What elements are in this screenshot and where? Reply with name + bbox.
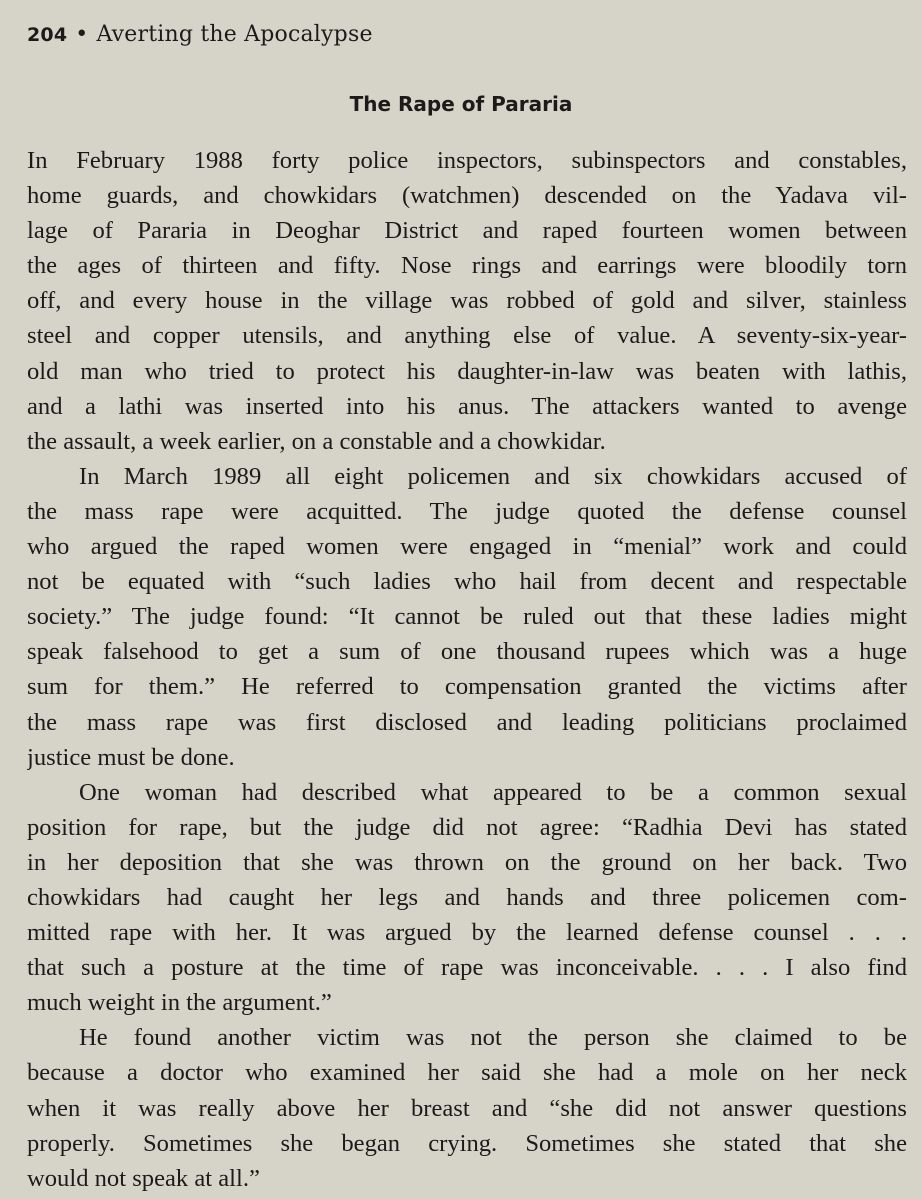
text-line: home guards, and chowkidars (watchmen) descended on the Yadava vil- [27,182,907,210]
text-line: and a lathi was inserted into his anus. The attackers wanted to avenge [27,392,907,420]
text-line: lage of Pararia in Deoghar District and raped fourteen women between [27,217,907,245]
text-line: steel and copper utensils, and anything else of value. A seventy-six-year- [27,322,907,350]
text-line: properly. Sometimes she began crying. Sometimes she stated that she [27,1129,907,1157]
text-line: society.” The judge found: “It cannot be ruled out that these ladies might [27,603,907,631]
text-line: who argued the raped women were engaged in “menial” work and could [27,533,907,561]
text-line: He found another victim was not the person she claimed to be [79,1024,907,1052]
text-line: In March 1989 all eight policemen and six chowkidars accused of [79,462,907,490]
section-title: The Rape of Pararia [349,92,573,116]
text-line: not be equated with “such ladies who hail from decent and respectable [27,568,907,596]
text-line: justice must be done. [27,743,235,771]
text-line: the assault, a week earlier, on a constable and a chowkidar. [27,427,606,455]
running-head [27,22,373,47]
text-line: In February 1988 forty police inspectors, subinspectors and constables, [27,147,907,174]
text-line: that such a posture at the time of rape was inconceivable. . . . I also find [27,954,907,982]
body-text [27,143,907,1196]
paragraph-1 [27,143,907,459]
text-line: position for rape, but the judge did not agree: “Radhia Devi has stated [27,813,907,841]
paragraph-3 [27,775,907,1021]
text-line: would not speak at all.” [27,1164,260,1192]
paragraph-2 [27,459,907,775]
text-line: speak falsehood to get a sum of one thousand rupees which was a huge [27,638,907,666]
paragraph-4 [27,1020,907,1195]
text-line: chowkidars had caught her legs and hands and three policemen com- [27,883,907,911]
text-line: the ages of thirteen and fifty. Nose rings and earrings were bloodily torn [27,252,907,280]
text-line: the mass rape were acquitted. The judge quoted the defense counsel [27,497,907,525]
text-line: mitted rape with her. It was argued by the learned defense counsel . . . [27,919,907,947]
page-number: 204 [27,24,68,46]
text-line: because a doctor who examined her said she had a mole on her neck [27,1059,907,1087]
text-line: off, and every house in the village was robbed of gold and silver, stainless [27,287,907,315]
text-line: much weight in the argument.” [27,989,332,1017]
text-line: the mass rape was first disclosed and leading politicians proclaimed [27,708,907,736]
book-title: Averting the Apocalypse [96,22,373,47]
text-line: sum for them.” He referred to compensation granted the victims after [27,673,907,701]
text-line: when it was really above her breast and “she did not answer questions [27,1094,907,1122]
text-line: One woman had described what appeared to be a common sexual [79,778,907,806]
running-head-separator: • [75,22,89,47]
text-line: in her deposition that she was thrown on the ground on her back. Two [27,848,907,876]
text-line: old man who tried to protect his daughter-in-law was beaten with lathis, [27,357,907,385]
